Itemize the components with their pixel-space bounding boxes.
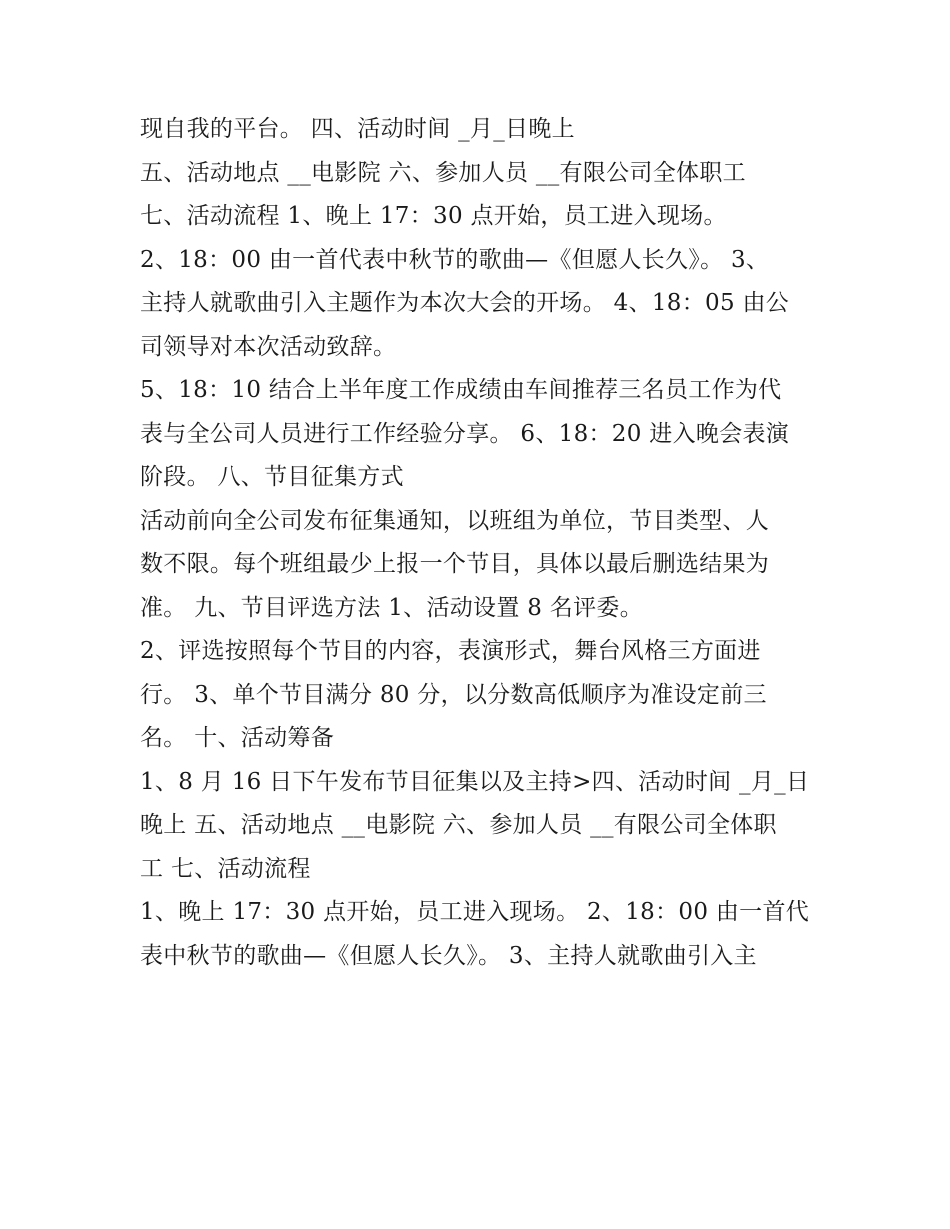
text-line: 现自我的平台。 四、活动时间 _月_日晚上 — [140, 116, 575, 142]
text-line: 晚上 五、活动地点 __电影院 六、参加人员 __有限公司全体职 — [140, 812, 777, 838]
text-line: 数不限。每个班组最少上报一个节目，具体以最后删选结果为 — [140, 551, 770, 577]
text-line: 2、18：00 由一首代表中秋节的歌曲—《但愿人长久》。 3、 — [140, 246, 770, 273]
text-line: 表中秋节的歌曲—《但愿人长久》。 3、主持人就歌曲引入主 — [140, 942, 757, 969]
text-line: 行。 3、单个节目满分 80 分，以分数高低顺序为准设定前三 — [140, 681, 767, 708]
text-line: 七、活动流程 1、晚上 17：30 点开始，员工进入现场。 — [140, 203, 727, 229]
text-line: 活动前向全公司发布征集通知，以班组为单位，节目类型、人 — [140, 507, 770, 534]
text-line: 5、18：10 结合上半年度工作成绩由车间推荐三名员工作为代 — [140, 377, 782, 403]
text-line: 司领导对本次活动致辞。 — [140, 333, 397, 360]
document-body — [140, 108, 840, 978]
text-line: 五、活动地点 __电影院 六、参加人员 __有限公司全体职工 — [140, 159, 746, 186]
text-line: 主持人就歌曲引入主题作为本次大会的开场。 4、18：05 由公 — [140, 290, 790, 316]
text-line: 1、8 月 16 日下午发布节目征集以及主持>四、活动时间 _月_日 — [140, 768, 810, 795]
text-line: 2、评选按照每个节目的内容，表演形式，舞台风格三方面进 — [140, 638, 761, 664]
text-line: 准。 九、节目评选方法 1、活动设置 8 名评委。 — [140, 594, 644, 621]
text-line: 1、晚上 17：30 点开始，员工进入现场。 2、18：00 由一首代 — [140, 899, 810, 925]
text-line: 表与全公司人员进行工作经验分享。 6、18：20 进入晚会表演 — [140, 420, 790, 447]
text-line: 工 七、活动流程 — [140, 855, 311, 882]
text-line: 名。 十、活动筹备 — [140, 725, 335, 751]
text-line: 阶段。 八、节目征集方式 — [140, 464, 404, 490]
